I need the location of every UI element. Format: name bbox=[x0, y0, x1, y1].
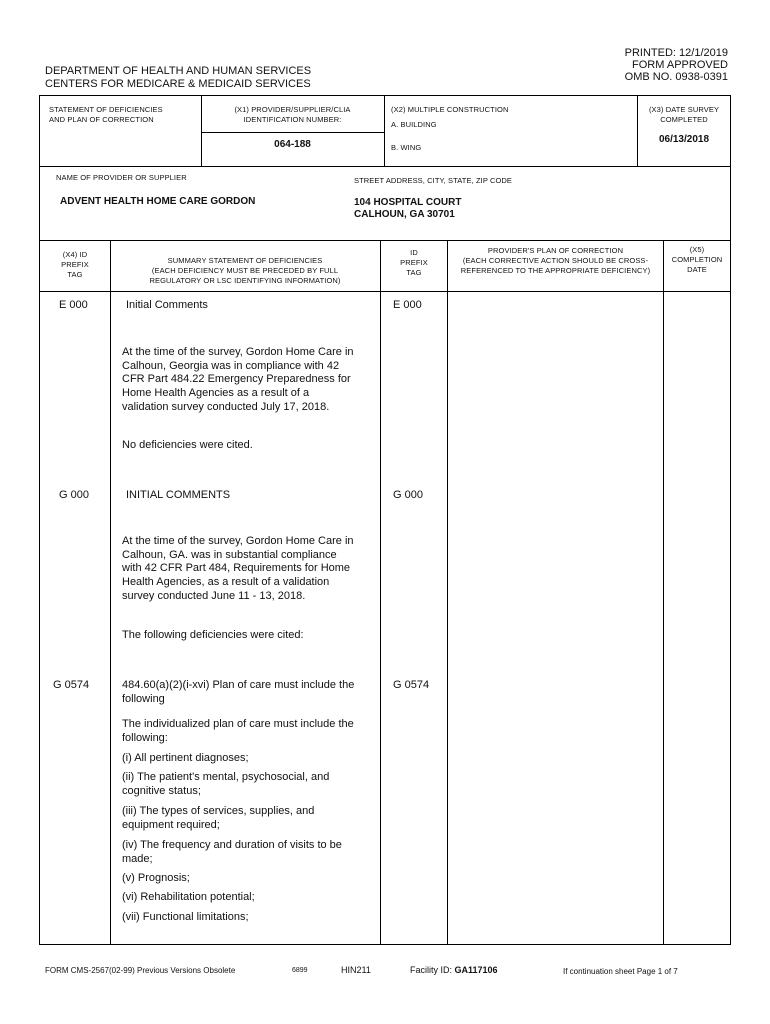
e000-line-3: CFR Part 484.22 Emergency Preparedness for bbox=[122, 373, 351, 386]
print-info bbox=[625, 47, 728, 83]
top-box-divider-1 bbox=[201, 95, 202, 166]
col-divider-summary bbox=[380, 240, 381, 945]
e000-title: Initial Comments bbox=[126, 299, 208, 311]
x3-label bbox=[640, 105, 728, 125]
g0574-item-iv bbox=[122, 839, 342, 866]
col-header-x4 bbox=[40, 250, 110, 280]
g0574-item-ii-line-2: cognitive status; bbox=[122, 784, 201, 797]
id-line-2: PREFIX bbox=[400, 258, 428, 267]
col-header-plan bbox=[449, 246, 662, 276]
provider-id-number: 064-188 bbox=[274, 139, 311, 150]
e000-id-tag: E 000 bbox=[393, 299, 422, 311]
address-line-2: CALHOUN, GA 30701 bbox=[354, 209, 455, 220]
top-box-divider-3 bbox=[637, 95, 638, 166]
provider-name: ADVENT HEALTH HOME CARE GORDON bbox=[60, 196, 256, 207]
g0574-item-iv-line-2: made; bbox=[122, 852, 153, 865]
address-label: STREET ADDRESS, CITY, STATE, ZIP CODE bbox=[354, 176, 513, 185]
g000-deficiencies-cited: The following deficiencies were cited: bbox=[122, 629, 304, 641]
g0574-item-ii bbox=[122, 771, 329, 798]
x3-label-line-2: COMPLETED bbox=[660, 115, 708, 124]
agency-line-2: CENTERS FOR MEDICARE & MEDICAID SERVICES bbox=[45, 78, 311, 90]
g0574-item-vi: (vi) Rehabilitation potential; bbox=[122, 891, 255, 903]
g000-title: INITIAL COMMENTS bbox=[126, 489, 231, 501]
address-line-1: 104 HOSPITAL COURT bbox=[354, 197, 462, 208]
x1-inner-divider bbox=[201, 132, 384, 133]
col-header-x5 bbox=[664, 245, 730, 275]
agency-heading bbox=[45, 65, 311, 91]
provider-address bbox=[354, 197, 461, 221]
g0574-title-line-1: 484.60(a)(2)(i-xvi) Plan of care must include the bbox=[122, 679, 355, 691]
e000-no-deficiencies: No deficiencies were cited. bbox=[122, 439, 253, 451]
x3-label-line-1: (X3) DATE SURVEY bbox=[648, 105, 720, 114]
survey-completed-date: 06/13/2018 bbox=[658, 134, 710, 145]
g0574-id-tag: G 0574 bbox=[393, 679, 430, 691]
provider-box-bottom-border bbox=[39, 240, 731, 241]
g0574-intro-line-1: The individualized plan of care must include the bbox=[122, 718, 354, 730]
g0574-intro bbox=[122, 718, 354, 745]
g0574-item-iii-line-2: equipment required; bbox=[122, 818, 220, 831]
g0574-item-iv-line-1: (iv) The frequency and duration of visits to be bbox=[122, 839, 342, 851]
g000-prefix-tag: G 000 bbox=[59, 489, 89, 501]
x2-wing: B. WING bbox=[391, 143, 422, 152]
x4-line-2: PREFIX bbox=[61, 260, 89, 269]
col-divider-plan bbox=[663, 240, 664, 945]
x5-line-2: COMPLETION bbox=[671, 255, 723, 264]
g0574-item-v: (v) Prognosis; bbox=[122, 872, 190, 884]
top-box-top-border bbox=[39, 95, 731, 96]
x2-building: A. BUILDING bbox=[391, 120, 437, 129]
x4-line-1: (X4) ID bbox=[62, 250, 88, 259]
col-divider-id bbox=[447, 240, 448, 945]
x1-label-line-1: (X1) PROVIDER/SUPPLIER/CLIA bbox=[234, 105, 351, 114]
omb-number: OMB NO. 0938-0391 bbox=[624, 71, 728, 83]
e000-prefix-tag: E 000 bbox=[59, 299, 88, 311]
footer-event-id: HIN211 bbox=[341, 965, 371, 975]
summary-line-3: REGULATORY OR LSC IDENTIFYING INFORMATION) bbox=[149, 276, 341, 285]
provider-name-label: NAME OF PROVIDER OR SUPPLIER bbox=[56, 173, 187, 182]
plan-line-2: (EACH CORRECTIVE ACTION SHOULD BE CROSS- bbox=[462, 256, 649, 265]
col-divider-x4 bbox=[110, 240, 111, 945]
printed-date: PRINTED: 12/1/2019 bbox=[624, 47, 728, 59]
id-line-3: TAG bbox=[406, 268, 422, 277]
page-bottom-border bbox=[39, 944, 731, 945]
facility-label: Facility ID: bbox=[410, 965, 453, 975]
plan-line-1: PROVIDER'S PLAN OF CORRECTION bbox=[487, 246, 624, 255]
top-box-divider-2 bbox=[384, 95, 385, 166]
g0574-title bbox=[122, 679, 354, 706]
footer-continuation: If continuation sheet Page 1 of 7 bbox=[563, 967, 678, 976]
footer-event: 6899 bbox=[292, 967, 308, 974]
e000-line-1: At the time of the survey, Gordon Home Care in bbox=[122, 346, 354, 358]
col-header-id bbox=[381, 248, 447, 278]
g0574-item-iii bbox=[122, 805, 314, 832]
g000-line-5: survey conducted June 11 - 13, 2018. bbox=[122, 589, 306, 602]
top-box-bottom-border bbox=[39, 166, 731, 167]
id-line-1: ID bbox=[410, 248, 418, 257]
column-header-bottom-border bbox=[39, 291, 731, 292]
g0574-title-line-2: following bbox=[122, 692, 165, 705]
g0574-item-vii: (vii) Functional limitations; bbox=[122, 911, 249, 923]
summary-line-2: (EACH DEFICIENCY MUST BE PRECEDED BY FULL bbox=[151, 266, 339, 275]
x4-line-3: TAG bbox=[67, 270, 83, 279]
g0574-item-i: (i) All pertinent diagnoses; bbox=[122, 752, 249, 764]
g000-line-3: with 42 CFR Part 484, Requirements for Home bbox=[122, 562, 351, 575]
x1-label bbox=[205, 105, 380, 125]
e000-line-4: Home Health Agencies as a result of a bbox=[122, 387, 310, 400]
facility-id: GA117106 bbox=[454, 965, 498, 975]
g000-line-2: Calhoun, GA. was in substantial compliance bbox=[122, 548, 337, 561]
g000-line-4: Health Agencies, as a result of a validation bbox=[122, 576, 330, 589]
e000-paragraph bbox=[122, 346, 354, 415]
g0574-item-ii-line-1: (ii) The patient's mental, psychosocial, and bbox=[122, 771, 330, 783]
statement-label bbox=[49, 105, 163, 125]
plan-line-3: REFERENCED TO THE APPROPRIATE DEFICIENCY) bbox=[460, 266, 651, 275]
g000-id-tag: G 000 bbox=[393, 489, 423, 501]
x5-line-3: DATE bbox=[687, 265, 707, 274]
form-approved: FORM APPROVED bbox=[632, 59, 728, 71]
e000-line-2: Calhoun, Georgia was in compliance with 42 bbox=[122, 359, 340, 372]
left-border bbox=[39, 95, 40, 945]
summary-line-1: SUMMARY STATEMENT OF DEFICIENCIES bbox=[167, 256, 323, 265]
g000-paragraph bbox=[122, 535, 354, 604]
e000-line-5: validation survey conducted July 17, 2018. bbox=[122, 400, 330, 413]
g0574-prefix-tag: G 0574 bbox=[53, 679, 90, 691]
agency-line-1: DEPARTMENT OF HEALTH AND HUMAN SERVICES bbox=[45, 65, 312, 77]
g000-line-1: At the time of the survey, Gordon Home Care in bbox=[122, 535, 354, 547]
right-border bbox=[730, 95, 731, 945]
statement-label-line-2: AND PLAN OF CORRECTION bbox=[49, 115, 154, 124]
x1-label-line-2: IDENTIFICATION NUMBER: bbox=[243, 115, 342, 124]
footer-form-number: FORM CMS-2567(02-99) Previous Versions Obsolete bbox=[45, 966, 236, 975]
footer-facility bbox=[410, 965, 498, 975]
col-header-summary bbox=[112, 256, 378, 286]
g0574-item-iii-line-1: (iii) The types of services, supplies, and bbox=[122, 805, 315, 817]
x2-label: (X2) MULTIPLE CONSTRUCTION bbox=[391, 105, 509, 114]
statement-label-line-1: STATEMENT OF DEFICIENCIES bbox=[49, 105, 163, 114]
g0574-intro-line-2: following: bbox=[122, 731, 168, 744]
x5-line-1: (X5) bbox=[689, 245, 705, 254]
